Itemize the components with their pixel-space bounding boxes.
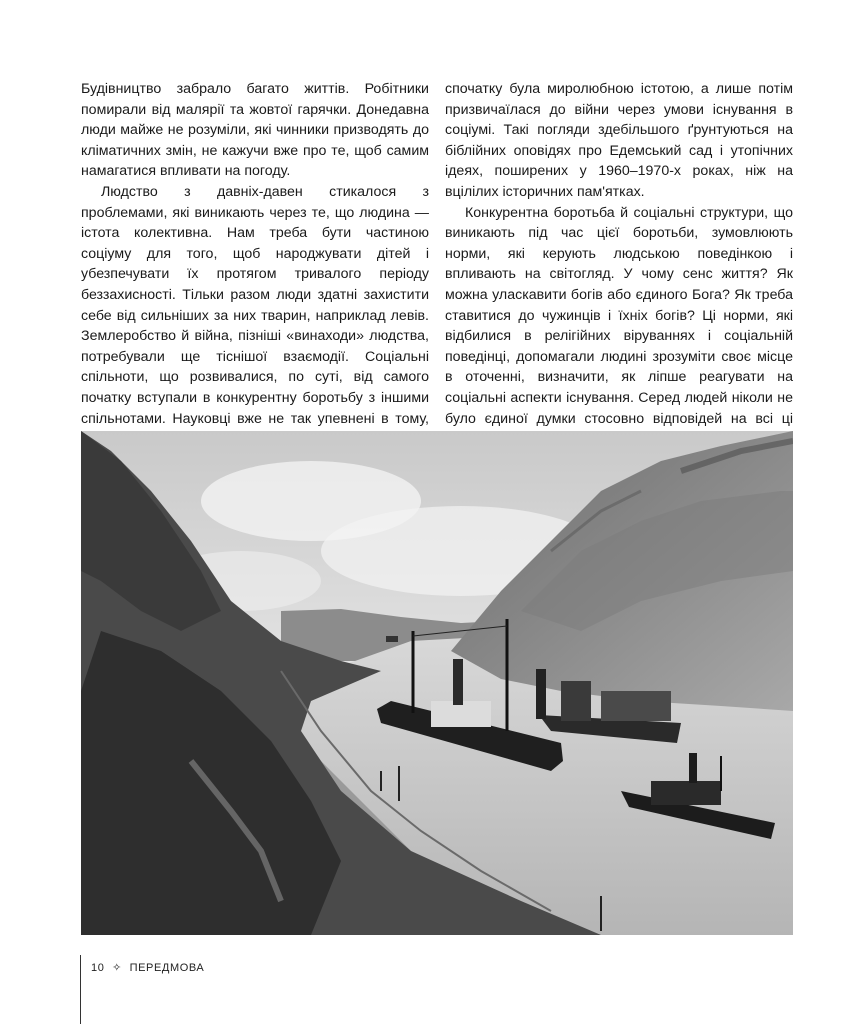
body-paragraph: спочатку була миролюбною істотою, а лише потім призвичаїлася до війни через умови існування в соціумі. Такі погляди здебільшого ґрунтуються на біблійних оповідях про Едемський сад і утопічних ідеях, поширених у 1960–1970-х роках, ніж на вцілілих історичних пам'ятках. xyxy=(445,81,793,200)
ornament-icon: ✧ xyxy=(112,962,122,974)
page-footer xyxy=(91,961,204,974)
body-paragraph: Будівництво забрало багато життів. Робітники помирали від малярії та жовтої гарячки. Донедавна люди майже не розуміли, які чинники призводять до кліматичних змін, не кажучи вже про те, щоб самим намагатися впливати на погоду. xyxy=(81,81,429,180)
section-title: ПЕРЕДМОВА xyxy=(129,962,205,974)
panama-canal-photo xyxy=(81,431,793,935)
page-number: 10 xyxy=(91,962,105,974)
photo-illustration xyxy=(81,431,793,935)
body-paragraph: Людство з давніх-давен стикалося з проблемами, які виникають через те, що людина — істота колективна. Нам треба бути частиною соціуму для того, щоб народжувати дітей і убезпечувати їх протягом тривалого періоду беззахисності. Тільки разом люди здатні захистити себе від сильніших за них тварин, наприклад левів. Землеробство й війна, пізніші «винаходи» людства, потребували ще тіснішої взаємодії. Соціальні спільноти, що розвивалися, по суті, від самого початку вступали в конкурентну боротьбу з іншими спільнотами. Науковці вже не так упевнені в тому, xyxy=(81,183,429,427)
body-paragraph: Конкурентна боротьба й соціальні структури, що виникають під час цієї боротьби, зумовлюють норми, які керують людською поведінкою і впливають на світогляд. У чому сенс життя? Як можна уласкавити богів або єдиного Бога? Як треба ставитися до чужинців і їхніх богів? Ці норми, які відбилися в релігійних віруваннях і соціальній поведінці, допомагали людині зрозуміти своє місце в оточенні, визначити, як ліпше реагувати на соціальні аспекти існування. Серед людей ніколи не було єдиної думки стосовно відповідей на всі ці xyxy=(445,204,793,427)
footer-rule xyxy=(80,955,81,1024)
